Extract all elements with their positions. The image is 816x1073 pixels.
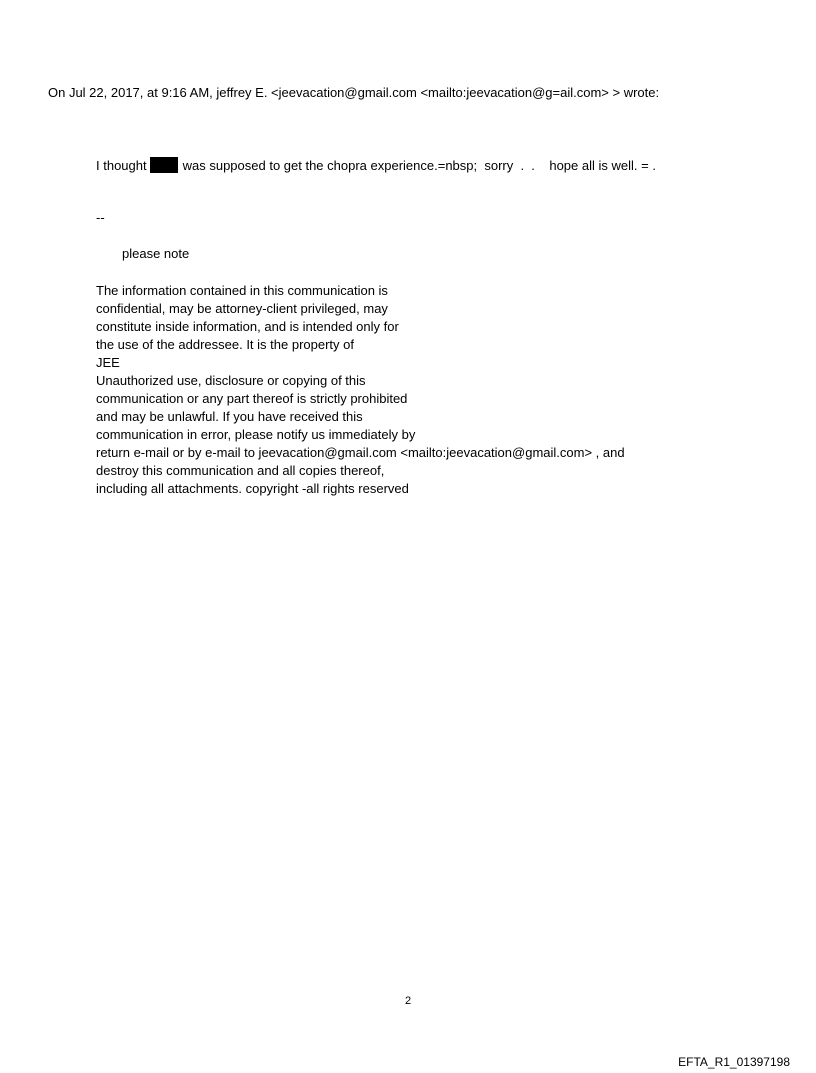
- please-note-heading: please note: [122, 246, 190, 261]
- page-number: 2: [404, 995, 412, 1007]
- document-id: EFTA_R1_01397198: [678, 1055, 790, 1069]
- signature-separator: --: [96, 210, 105, 225]
- disclaimer-line: return e-mail or by e-mail to jeevacation@gmail.com <mailto:jeevacation@gmail.com> , and: [96, 445, 625, 460]
- quoted-header-line: On Jul 22, 2017, at 9:16 AM, jeffrey E. <jeevacation@gmail.com <mailto:jeevacation@g=ail.com> > wrote:: [48, 85, 660, 100]
- redaction-block: [150, 157, 178, 173]
- disclaimer-line: confidential, may be attorney-client privileged, may: [96, 301, 388, 316]
- disclaimer-line: including all attachments. copyright -all rights reserved: [96, 481, 409, 496]
- message-body-line: [96, 157, 656, 173]
- message-text-before-redaction: I thought: [96, 157, 147, 173]
- confidentiality-disclaimer: [96, 282, 625, 498]
- disclaimer-line: the use of the addressee. It is the property of: [96, 337, 354, 352]
- disclaimer-line: JEE: [96, 355, 120, 370]
- disclaimer-line: destroy this communication and all copies thereof,: [96, 463, 385, 478]
- disclaimer-line: communication in error, please notify us immediately by: [96, 427, 416, 442]
- disclaimer-line: Unauthorized use, disclosure or copying of this: [96, 373, 366, 388]
- disclaimer-line: communication or any part thereof is strictly prohibited: [96, 391, 408, 406]
- message-text-after-redaction: was supposed to get the chopra experience.=nbsp; sorry . . hope all is well. = .: [182, 157, 656, 173]
- disclaimer-line: and may be unlawful. If you have received this: [96, 409, 363, 424]
- disclaimer-line: constitute inside information, and is intended only for: [96, 319, 399, 334]
- disclaimer-line: The information contained in this communication is: [96, 283, 388, 298]
